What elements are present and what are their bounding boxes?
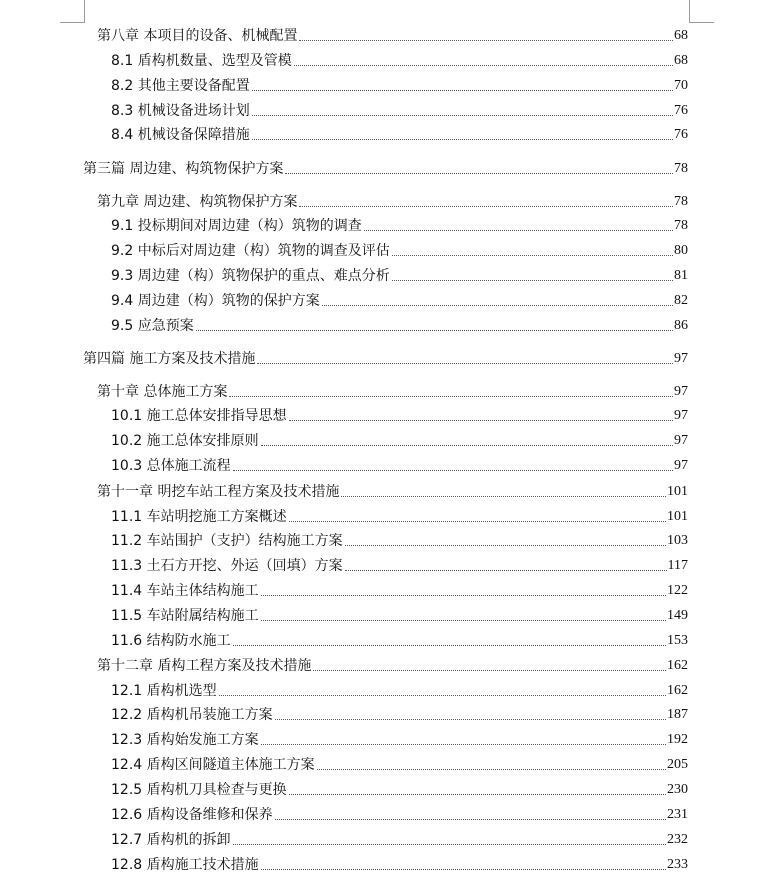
toc-entry-title: 9.4 周边建（构）筑物的保护方案 — [111, 293, 320, 309]
toc-entry-section[interactable] — [111, 678, 688, 700]
dot-leader — [233, 469, 673, 471]
toc-page-number: 76 — [674, 103, 688, 118]
dot-leader — [261, 743, 666, 745]
toc-entry-title: 12.7 盾构机的拆卸 — [111, 832, 231, 848]
toc-page-number: 103 — [667, 533, 688, 548]
toc-page-number: 233 — [667, 857, 688, 872]
dot-leader — [229, 395, 673, 397]
dot-leader — [261, 594, 666, 596]
toc-page-number: 86 — [674, 318, 688, 333]
dot-leader — [252, 114, 673, 116]
toc-entry-title: 12.6 盾构设备维修和保养 — [111, 807, 273, 823]
dot-leader — [317, 768, 666, 770]
dot-leader — [289, 793, 666, 795]
dot-leader — [345, 569, 667, 571]
toc-page-number: 101 — [667, 484, 688, 499]
dot-leader — [299, 205, 673, 207]
toc-entry-section[interactable] — [111, 122, 688, 144]
toc-page-number: 78 — [674, 161, 688, 176]
toc-page-number: 232 — [667, 832, 688, 847]
toc-page-number: 192 — [667, 732, 688, 747]
toc-entry-title: 8.2 其他主要设备配置 — [111, 78, 250, 94]
toc-entry-title: 9.3 周边建（构）筑物保护的重点、难点分析 — [111, 268, 390, 284]
toc-page-number: 122 — [667, 583, 688, 598]
toc-entry-title: 10.3 总体施工流程 — [111, 458, 231, 474]
dot-leader — [364, 229, 673, 231]
dot-leader — [219, 694, 666, 696]
toc-page-number: 80 — [674, 243, 688, 258]
toc-entry-chapter[interactable] — [97, 479, 688, 501]
toc-entry-section[interactable] — [111, 48, 688, 70]
dot-leader — [196, 329, 673, 331]
toc-page-number: 76 — [674, 127, 688, 142]
toc-page-number: 117 — [667, 558, 688, 573]
dot-leader — [313, 669, 666, 671]
toc-entry-section[interactable] — [111, 428, 688, 450]
toc-page-number: 230 — [667, 782, 688, 797]
toc-page-number: 68 — [674, 53, 688, 68]
dot-leader — [345, 544, 666, 546]
toc-entry-chapter[interactable] — [97, 23, 688, 45]
toc-entry-section[interactable] — [111, 453, 688, 475]
toc-page-number: 78 — [674, 194, 688, 209]
toc-page-number: 97 — [674, 458, 688, 473]
toc-entry-title: 12.3 盾构始发施工方案 — [111, 732, 259, 748]
toc-page-number: 97 — [674, 351, 688, 366]
toc-entry-title: 12.2 盾构机吊装施工方案 — [111, 707, 273, 723]
toc-entry-section[interactable] — [111, 504, 688, 526]
toc-entry-title: 第九章 周边建、构筑物保护方案 — [97, 194, 298, 210]
dot-leader — [252, 138, 673, 140]
dot-leader — [289, 419, 673, 421]
toc-entry-section[interactable] — [111, 73, 688, 95]
toc-page-number: 162 — [667, 658, 688, 673]
toc-page-number: 101 — [667, 509, 688, 524]
toc-entry-section[interactable] — [111, 213, 688, 235]
dot-leader — [392, 279, 673, 281]
toc-entry-title: 12.5 盾构机刀具检查与更换 — [111, 782, 287, 798]
toc-page-number: 149 — [667, 608, 688, 623]
dot-leader — [261, 868, 666, 870]
toc-entry-section[interactable] — [111, 852, 688, 874]
toc-entry-chapter[interactable] — [97, 189, 688, 211]
toc-entry-section[interactable] — [111, 578, 688, 600]
toc-entry-title: 11.1 车站明挖施工方案概述 — [111, 509, 287, 525]
toc-entry-title: 第十一章 明挖车站工程方案及技术措施 — [97, 484, 340, 500]
dot-leader — [299, 39, 673, 41]
margin-corner-mark-left — [60, 0, 85, 23]
dot-leader — [392, 254, 673, 256]
toc-page-number: 78 — [674, 218, 688, 233]
toc-entry-section[interactable] — [111, 553, 688, 575]
toc-entry-chapter[interactable] — [97, 379, 688, 401]
dot-leader — [233, 644, 666, 646]
toc-entry-title: 10.2 施工总体安排原则 — [111, 433, 259, 449]
dot-leader — [261, 444, 673, 446]
toc-page-number: 153 — [667, 633, 688, 648]
toc-entry-title: 9.1 投标期间对周边建（构）筑物的调查 — [111, 218, 362, 234]
toc-entry-title: 11.3 土石方开挖、外运（回填）方案 — [111, 558, 343, 574]
toc-page-number: 187 — [667, 707, 688, 722]
dot-leader — [261, 619, 666, 621]
toc-entry-section[interactable] — [111, 603, 688, 625]
dot-leader — [322, 304, 673, 306]
toc-entry-title: 12.1 盾构机选型 — [111, 683, 217, 699]
toc-entry-title: 11.4 车站主体结构施工 — [111, 583, 259, 599]
toc-page-number: 68 — [674, 28, 688, 43]
toc-entry-title: 11.6 结构防水施工 — [111, 633, 231, 649]
dot-leader — [289, 520, 666, 522]
toc-entry-section[interactable] — [111, 98, 688, 120]
toc-entry-section[interactable] — [111, 727, 688, 749]
toc-entry-section[interactable] — [111, 628, 688, 650]
dot-leader — [275, 718, 666, 720]
margin-corner-mark-right — [689, 0, 714, 23]
toc-entry-title: 9.2 中标后对周边建（构）筑物的调查及评估 — [111, 243, 390, 259]
dot-leader — [257, 362, 673, 364]
toc-page-number: 97 — [674, 433, 688, 448]
toc-entry-part[interactable] — [83, 346, 688, 368]
dot-leader — [252, 89, 673, 91]
toc-page-number: 97 — [674, 408, 688, 423]
toc-page-number: 82 — [674, 293, 688, 308]
dot-leader — [275, 818, 666, 820]
toc-entry-title: 12.8 盾构施工技术措施 — [111, 857, 259, 873]
toc-entry-section[interactable] — [111, 403, 688, 425]
toc-entry-section[interactable] — [111, 777, 688, 799]
toc-entry-section[interactable] — [111, 702, 688, 724]
toc-entry-title: 8.3 机械设备进场计划 — [111, 103, 250, 119]
dot-leader — [294, 64, 673, 66]
toc-page-number: 205 — [667, 757, 688, 772]
toc-entry-part[interactable] — [83, 156, 688, 178]
toc-page-number: 70 — [674, 78, 688, 93]
toc-entry-title: 8.4 机械设备保障措施 — [111, 127, 250, 143]
toc-entry-title: 8.1 盾构机数量、选型及管模 — [111, 53, 292, 69]
dot-leader — [233, 843, 666, 845]
toc-entry-title: 第十章 总体施工方案 — [97, 384, 228, 400]
toc-entry-chapter[interactable] — [97, 653, 688, 675]
toc-page-number: 162 — [667, 683, 688, 698]
toc-entry-title: 12.4 盾构区间隧道主体施工方案 — [111, 757, 315, 773]
toc-entry-title: 10.1 施工总体安排指导思想 — [111, 408, 287, 424]
toc-entry-section[interactable] — [111, 288, 688, 310]
toc-entry-title: 11.2 车站围护（支护）结构施工方案 — [111, 533, 343, 549]
toc-entry-section[interactable] — [111, 528, 688, 550]
toc-entry-section[interactable] — [111, 263, 688, 285]
toc-entry-title: 9.5 应急预案 — [111, 318, 194, 334]
toc-entry-title: 第三篇 周边建、构筑物保护方案 — [83, 161, 284, 177]
toc-page-number: 81 — [674, 268, 688, 283]
dot-leader — [341, 495, 666, 497]
toc-entry-title: 11.5 车站附属结构施工 — [111, 608, 259, 624]
toc-entry-section[interactable] — [111, 313, 688, 335]
toc-entry-section[interactable] — [111, 238, 688, 260]
toc-entry-section[interactable] — [111, 752, 688, 774]
toc-entry-section[interactable] — [111, 827, 688, 849]
toc-page-number: 231 — [667, 807, 688, 822]
toc-page-number: 97 — [674, 384, 688, 399]
toc-entry-title: 第十二章 盾构工程方案及技术措施 — [97, 658, 312, 674]
toc-entry-title: 第四篇 施工方案及技术措施 — [83, 351, 256, 367]
toc-entry-section[interactable] — [111, 802, 688, 824]
toc-entry-title: 第八章 本项目的设备、机械配置 — [97, 28, 298, 44]
dot-leader — [285, 172, 673, 174]
